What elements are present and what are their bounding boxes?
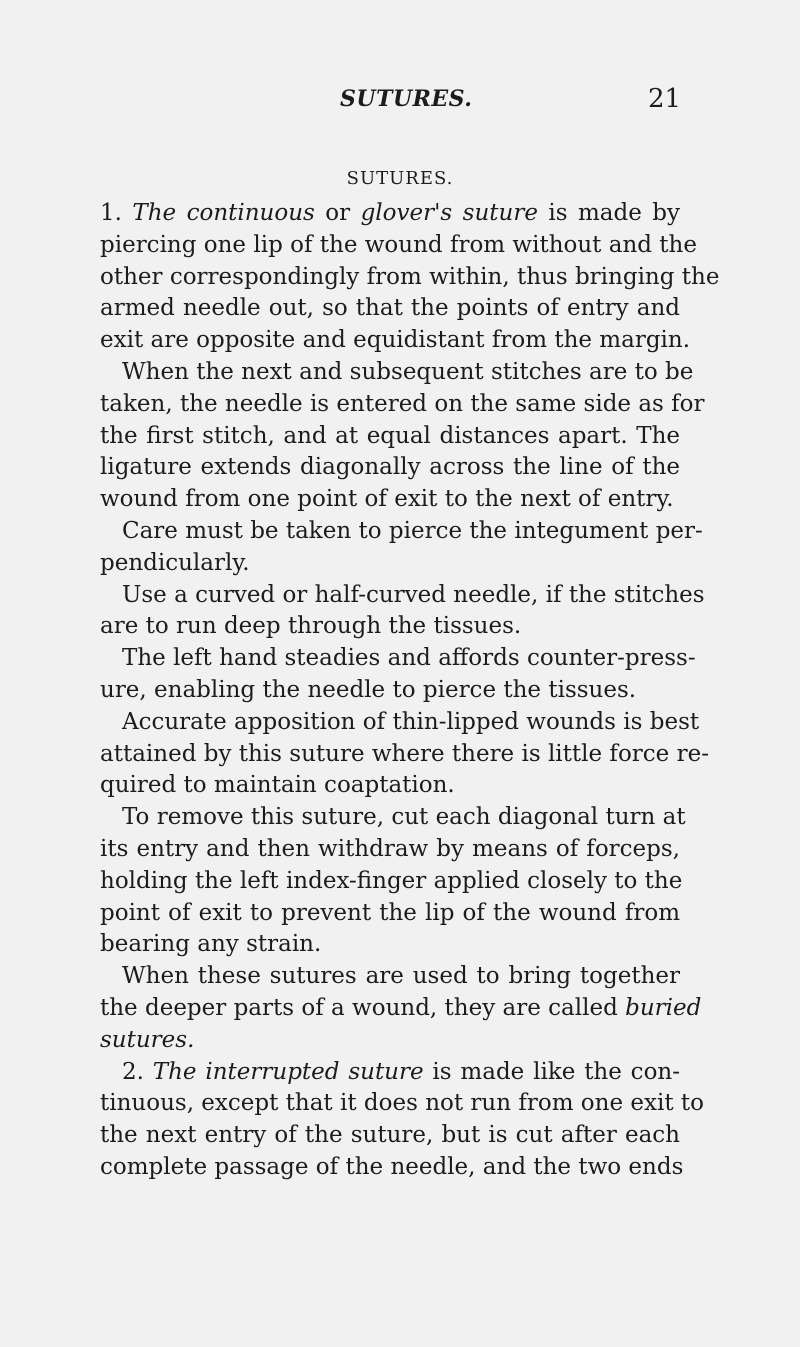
text-run: the first stitch, and at equal distances apart. The — [100, 422, 680, 449]
italic-term: buried — [625, 994, 702, 1021]
text-line — [100, 580, 705, 612]
text-run: tinuous, except that it does not run from one exit to — [100, 1090, 704, 1117]
text-line — [100, 993, 702, 1025]
italic-term: The continuous — [132, 200, 315, 226]
text-run: quired to maintain coaptation. — [100, 772, 455, 799]
text-line — [100, 1120, 680, 1152]
text-run: taken, the needle is entered on the same side as for — [100, 390, 705, 417]
text-line — [100, 389, 705, 421]
text-run: attained by this suture where there is little force re- — [100, 740, 709, 767]
text-run: wound from one point of exit to the next of entry. — [100, 486, 674, 513]
text-run: When the next and subsequent stitches are to be — [122, 358, 694, 385]
text-line — [100, 357, 694, 389]
text-line — [100, 452, 680, 484]
text-line — [100, 929, 680, 961]
running-head: SUTURES. — [340, 86, 473, 112]
text-line — [100, 643, 696, 675]
text-run: 2. — [122, 1058, 153, 1085]
text-run: Care must be taken to pierce the integument per- — [122, 517, 703, 544]
text-run: other correspondingly from within, thus bringing the — [100, 263, 720, 290]
text-run: The left hand steadies and affords counter-press- — [122, 645, 696, 672]
text-run: pendicularly. — [100, 549, 250, 576]
text-run: is made like the con- — [423, 1058, 680, 1085]
italic-term: glover's suture — [360, 200, 538, 226]
text-line — [100, 198, 680, 230]
text-line — [100, 325, 691, 357]
text-run: its entry and then withdraw by means of forceps, — [100, 835, 680, 862]
text-run: armed needle out, so that the points of entry and — [100, 295, 680, 322]
text-run: exit are opposite and equidistant from the margin. — [100, 327, 691, 354]
text-run: is made by — [537, 200, 680, 226]
text-run: the deeper parts of a wound, they are called — [100, 994, 626, 1021]
text-line — [100, 548, 680, 580]
text-line — [100, 1057, 680, 1089]
text-line — [100, 516, 703, 548]
text-line — [100, 834, 680, 866]
text-line — [100, 802, 686, 834]
text-line — [100, 262, 720, 294]
text-line — [100, 770, 680, 802]
text-line — [100, 739, 709, 771]
text-line — [100, 1152, 684, 1184]
text-line — [100, 293, 680, 325]
text-line — [100, 961, 680, 993]
text-run: ure, enabling the needle to pierce the tissues. — [100, 676, 637, 703]
text-run: When these sutures are used to bring together — [122, 963, 680, 990]
text-run: Use a curved or half-curved needle, if the stitches — [122, 581, 705, 608]
text-line — [100, 675, 680, 707]
body-text — [100, 198, 720, 1184]
text-line — [100, 1088, 704, 1120]
page-number: 21 — [648, 84, 682, 114]
italic-term: sutures. — [100, 1026, 195, 1053]
text-run: piercing one lip of the wound from without and the — [100, 231, 697, 258]
text-run: holding the left index-finger applied closely to the — [100, 867, 683, 894]
text-line — [100, 611, 680, 643]
text-line — [100, 421, 680, 453]
text-line — [100, 866, 683, 898]
text-run: To remove this suture, cut each diagonal turn at — [122, 804, 686, 831]
text-run: point of exit to prevent the lip of the wound from — [100, 899, 680, 926]
text-run: bearing any strain. — [100, 931, 322, 958]
text-run: Accurate apposition of thin-lipped wounds is best — [122, 708, 700, 735]
text-run: 1. — [100, 200, 133, 226]
text-line — [100, 707, 700, 739]
text-line — [100, 1025, 680, 1057]
text-run: the next entry of the suture, but is cut after each — [100, 1122, 680, 1149]
text-line — [100, 898, 680, 930]
italic-term: The interrupted suture — [152, 1058, 424, 1085]
text-run: ligature extends diagonally across the line of the — [100, 454, 680, 481]
text-run: complete passage of the needle, and the two ends — [100, 1153, 684, 1180]
text-line — [100, 230, 697, 262]
text-line — [100, 484, 680, 516]
text-run: or — [314, 200, 361, 226]
text-run: are to run deep through the tissues. — [100, 613, 522, 640]
section-title: SUTURES. — [346, 168, 454, 189]
